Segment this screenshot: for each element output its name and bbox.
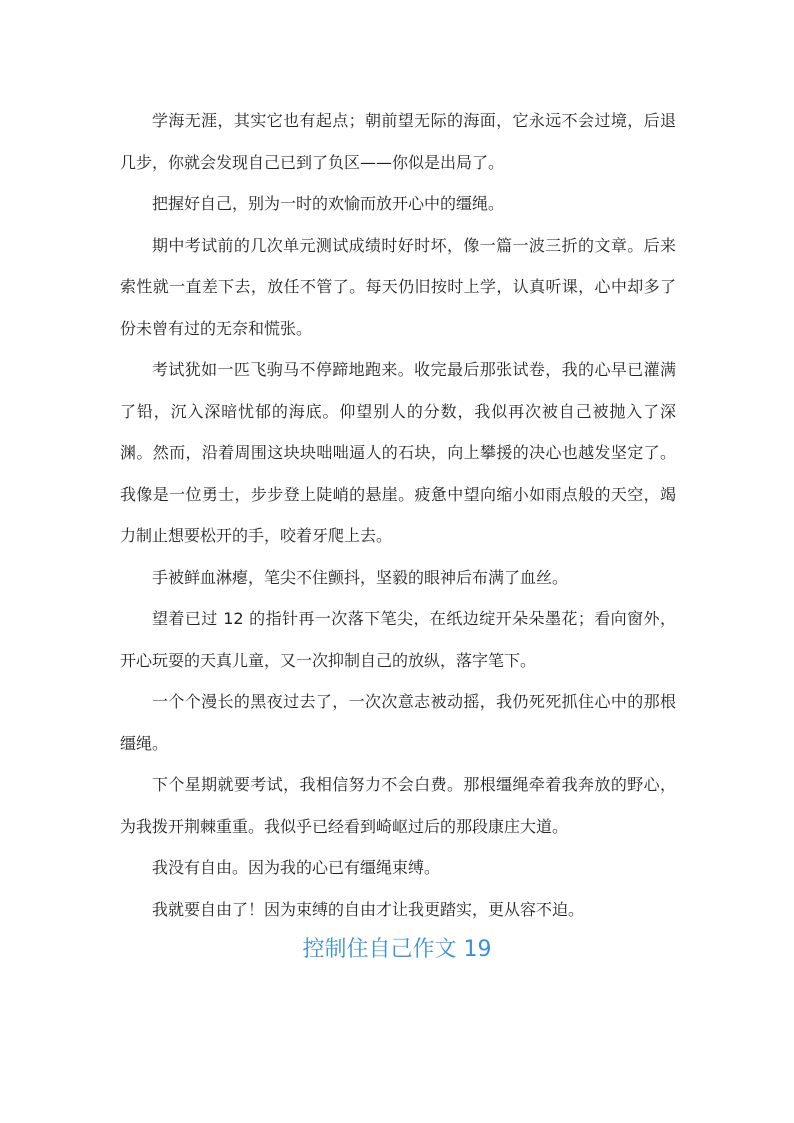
paragraph: 我没有自由。因为我的心已有缰绳束缚。 [152,858,441,877]
paragraph: 手被鲜血淋瘪，笔尖不住颤抖，坚毅的眼神后布满了血丝。 [152,567,569,587]
paragraph: 学海无涯，其实它也有起点；朝前望无际的海面，它永远不会过境，后退几步，你就会发现自己已到了负区——你似是出局了。 [120,111,676,172]
paragraph: 考试犹如一匹飞驹马不停蹄地跑来。收完最后那张试卷，我的心早已灌满了铅，沉入深暗忧郁的海底。仰望别人的分数，我似再次被自己被抛入了深渊。然而，沿着周围这块块咄咄逼人的石块，向上攀援的决心也越发坚定了。我像是一位勇士，步步登上陡峭的悬崖。疲惫中望向缩小如雨点般的天空，竭力制止想要松开的手，咬着牙爬上去。 [120,360,676,545]
paragraph: 把握好自己，别为一时的欢愉而放开心中的缰绳。 [152,194,505,213]
paragraph: 下个星期就要考试，我相信努力不会白费。那根缰绳牵着我奔放的野心，为我拨开荆棘重重。我似乎已经看到崎岖过后的那段康庄大道。 [120,775,676,836]
paragraph: 我就要自由了！因为束缚的自由才让我更踏实，更从容不迫。 [152,899,585,919]
essay-body [120,100,676,930]
paragraph: 一个个漫长的黑夜过去了，一次次意志被动摇，我仍死死抓住心中的那根缰绳。 [120,692,676,753]
paragraph: 望着已过 12 的指针再一次落下笔尖，在纸边绽开朵朵墨花；看向窗外，开心玩耍的天真儿童，又一次抑制自己的放纵，落字笔下。 [120,609,676,670]
paragraph: 期中考试前的几次单元测试成绩时好时坏，像一篇一波三折的文章。后来索性就一直差下去，放任不管了。每天仍旧按时上学，认真听课，心中却多了份未曾有过的无奈和慌张。 [120,235,676,338]
section-title: 控制住自己作文 19 [302,937,492,962]
